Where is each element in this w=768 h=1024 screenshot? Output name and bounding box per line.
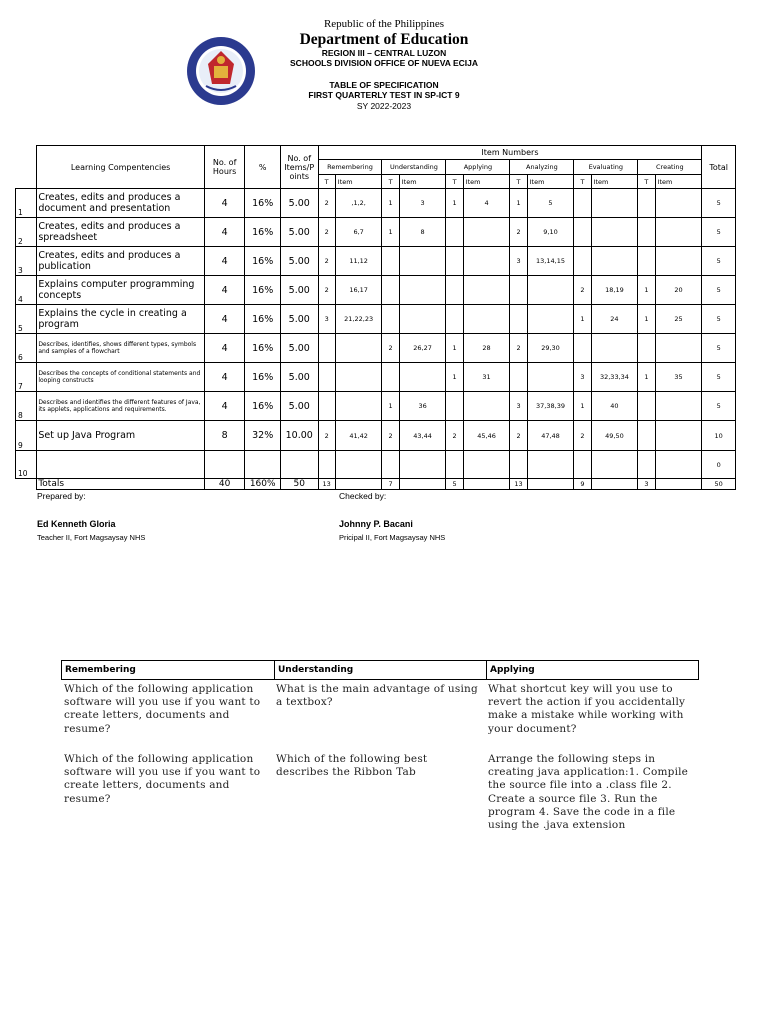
tos-row	[16, 363, 736, 392]
t-count-cell: 3	[510, 247, 527, 276]
item-numbers-cell: ,1,2,	[335, 189, 382, 218]
item-numbers-cell	[463, 247, 510, 276]
item-numbers-cell	[655, 218, 702, 247]
t-count-cell: 1	[382, 218, 399, 247]
item-numbers-cell	[463, 305, 510, 334]
t-count-cell	[574, 247, 591, 276]
t-header: T	[446, 175, 463, 189]
item-numbers-cell	[399, 247, 446, 276]
learning-competency: Creates, edits and produces a spreadsheet	[37, 218, 205, 247]
item-header: Item	[655, 175, 702, 189]
hours-cell: 8	[204, 421, 245, 451]
level-creating: Creating	[638, 160, 702, 175]
t-count-cell: 1	[574, 305, 591, 334]
row-total-cell: 5	[702, 276, 736, 305]
t-count-cell	[638, 421, 655, 451]
item-numbers-cell: 35	[655, 363, 702, 392]
hours-cell: 4	[204, 363, 245, 392]
t-count-cell	[510, 276, 527, 305]
points-cell: 5.00	[280, 363, 318, 392]
totals-cell	[527, 479, 574, 490]
item-numbers-cell	[335, 334, 382, 363]
item-numbers-cell: 37,38,39	[527, 392, 574, 421]
item-numbers-cell	[463, 451, 510, 479]
points-cell	[280, 451, 318, 479]
learning-competency: Creates, edits and produces a publication	[37, 247, 205, 276]
item-numbers-cell: 29,30	[527, 334, 574, 363]
t-count-cell	[638, 334, 655, 363]
level-evaluating: Evaluating	[574, 160, 638, 175]
level-analyzing: Analyzing	[510, 160, 574, 175]
totals-cell: 3	[638, 479, 655, 490]
item-numbers-cell	[591, 189, 638, 218]
tos-row	[16, 218, 736, 247]
hours-cell: 4	[204, 247, 245, 276]
checked-by-label: Checked by:	[339, 491, 387, 501]
item-header: Item	[463, 175, 510, 189]
q-header-applying: Applying	[487, 661, 699, 680]
item-numbers-cell	[655, 334, 702, 363]
t-count-cell	[446, 247, 463, 276]
prepared-title: Teacher II, Fort Magsaysay NHS	[37, 533, 146, 542]
t-count-cell	[382, 276, 399, 305]
item-numbers-cell	[463, 276, 510, 305]
percent-cell: 16%	[245, 305, 281, 334]
t-count-cell	[638, 392, 655, 421]
t-count-cell: 1	[446, 189, 463, 218]
t-count-cell: 1	[382, 392, 399, 421]
totals-cell: 7	[382, 479, 399, 490]
points-cell: 5.00	[280, 334, 318, 363]
t-count-cell: 2	[382, 421, 399, 451]
t-header: T	[510, 175, 527, 189]
item-numbers-cell	[527, 363, 574, 392]
t-count-cell: 1	[382, 189, 399, 218]
totals-blank	[16, 479, 37, 490]
row-number: 7	[16, 363, 37, 392]
item-numbers-cell	[591, 334, 638, 363]
t-count-cell	[446, 218, 463, 247]
item-numbers-cell: 20	[655, 276, 702, 305]
tos-row	[16, 305, 736, 334]
item-numbers-cell	[527, 305, 574, 334]
col-item-numbers: Item Numbers	[318, 146, 702, 160]
item-numbers-cell: 3	[399, 189, 446, 218]
percent-cell: 16%	[245, 189, 281, 218]
row-total-cell: 5	[702, 247, 736, 276]
totals-label: Totals	[37, 479, 205, 490]
t-count-cell	[574, 218, 591, 247]
col-hours: No. of Hours	[204, 146, 245, 189]
item-numbers-cell: 11,12	[335, 247, 382, 276]
header-department: Department of Education	[299, 31, 469, 48]
totals-points: 50	[280, 479, 318, 490]
totals-cell	[399, 479, 446, 490]
row-number: 1	[16, 189, 37, 218]
learning-competency: Set up Java Program	[37, 421, 205, 451]
t-count-cell	[574, 189, 591, 218]
t-count-cell	[638, 247, 655, 276]
t-header: T	[574, 175, 591, 189]
totals-cell	[463, 479, 510, 490]
item-numbers-cell: 6,7	[335, 218, 382, 247]
t-count-cell: 2	[318, 276, 335, 305]
t-header: T	[638, 175, 655, 189]
hours-cell: 4	[204, 392, 245, 421]
prepared-name: Ed Kenneth Gloria	[37, 519, 116, 529]
level-applying: Applying	[446, 160, 510, 175]
percent-cell: 16%	[245, 276, 281, 305]
learning-competency: Describes, identifies, shows different types, symbols and samples of a flowchart	[37, 334, 205, 363]
t-count-cell: 1	[446, 363, 463, 392]
item-numbers-cell	[655, 189, 702, 218]
item-numbers-cell	[335, 363, 382, 392]
item-numbers-cell	[591, 247, 638, 276]
t-count-cell: 2	[318, 189, 335, 218]
item-header: Item	[335, 175, 382, 189]
t-count-cell	[318, 334, 335, 363]
percent-cell	[245, 451, 281, 479]
totals-cell	[655, 479, 702, 490]
header-republic: Republic of the Philippines	[323, 18, 445, 30]
t-count-cell: 2	[510, 421, 527, 451]
row-number: 4	[16, 276, 37, 305]
t-count-cell: 2	[318, 218, 335, 247]
tos-row	[16, 451, 736, 479]
learning-competency: Explains computer programming concepts	[37, 276, 205, 305]
t-count-cell	[446, 276, 463, 305]
question-applying-2: Arrange the following steps in creating java application:1. Compile the source file into a .class file 2. Create a source file 3. Run the program 4. Save the code in a file using the .java extension	[488, 753, 689, 832]
item-numbers-cell	[335, 392, 382, 421]
item-numbers-cell: 28	[463, 334, 510, 363]
row-total-cell: 5	[702, 392, 736, 421]
question-applying-1: What shortcut key will you use to revert the action if you accidentally make a mistake while working with your document?	[488, 683, 686, 735]
item-numbers-cell: 4	[463, 189, 510, 218]
totals-cell: 5	[446, 479, 463, 490]
row-number: 2	[16, 218, 37, 247]
item-numbers-cell: 24	[591, 305, 638, 334]
item-numbers-cell: 8	[399, 218, 446, 247]
row-total-cell: 0	[702, 451, 736, 479]
question-understanding-2: Which of the following best describes the Ribbon Tab	[276, 753, 428, 779]
item-numbers-cell: 5	[527, 189, 574, 218]
tos-row	[16, 421, 736, 451]
t-header: T	[318, 175, 335, 189]
learning-competency: Creates, edits and produces a document and presentation	[37, 189, 205, 218]
t-count-cell	[638, 189, 655, 218]
t-count-cell: 3	[510, 392, 527, 421]
question-remembering-2: Which of the following application software will you use if you want to create letters, documents and resume?	[64, 753, 261, 805]
tos-table	[15, 145, 736, 490]
t-count-cell: 1	[574, 392, 591, 421]
t-count-cell: 2	[318, 247, 335, 276]
t-count-cell	[510, 363, 527, 392]
item-numbers-cell: 40	[591, 392, 638, 421]
item-numbers-cell: 32,33,34	[591, 363, 638, 392]
row-total-cell: 5	[702, 189, 736, 218]
header-school-year: SY 2022-2023	[356, 101, 412, 111]
points-cell: 5.00	[280, 189, 318, 218]
t-count-cell	[382, 451, 399, 479]
item-numbers-cell	[399, 363, 446, 392]
points-cell: 5.00	[280, 392, 318, 421]
tos-row	[16, 392, 736, 421]
item-header: Item	[527, 175, 574, 189]
item-numbers-cell: 26,27	[399, 334, 446, 363]
totals-cell: 13	[510, 479, 527, 490]
row-number: 9	[16, 421, 37, 451]
item-numbers-cell	[527, 276, 574, 305]
item-numbers-cell	[399, 451, 446, 479]
totals-grand-total: 50	[702, 479, 736, 490]
t-count-cell: 2	[574, 276, 591, 305]
t-count-cell	[574, 334, 591, 363]
item-numbers-cell	[655, 247, 702, 276]
t-count-cell: 2	[446, 421, 463, 451]
tos-row	[16, 189, 736, 218]
t-count-cell: 1	[446, 334, 463, 363]
totals-percent: 160%	[245, 479, 281, 490]
item-numbers-cell	[463, 392, 510, 421]
header-test-title: FIRST QUARTERLY TEST IN SP-ICT 9	[308, 90, 460, 100]
t-count-cell	[382, 305, 399, 334]
row-number: 5	[16, 305, 37, 334]
t-count-cell	[382, 247, 399, 276]
level-remembering: Remembering	[318, 160, 382, 175]
item-numbers-cell: 49,50	[591, 421, 638, 451]
t-count-cell: 3	[318, 305, 335, 334]
hours-cell: 4	[204, 276, 245, 305]
points-cell: 5.00	[280, 247, 318, 276]
col-total: Total	[702, 146, 736, 189]
t-count-cell	[446, 451, 463, 479]
t-count-cell	[318, 451, 335, 479]
t-count-cell	[638, 218, 655, 247]
learning-competency: Describes the concepts of conditional statements and looping constructs	[37, 363, 205, 392]
q-header-remembering: Remembering	[62, 661, 275, 680]
item-numbers-cell	[655, 392, 702, 421]
percent-cell: 16%	[245, 392, 281, 421]
points-cell: 10.00	[280, 421, 318, 451]
t-count-cell: 2	[510, 218, 527, 247]
percent-cell: 16%	[245, 218, 281, 247]
num-header-blank	[16, 146, 37, 189]
item-numbers-cell	[399, 276, 446, 305]
t-count-cell: 1	[638, 363, 655, 392]
item-numbers-cell	[463, 218, 510, 247]
learning-competency	[37, 451, 205, 479]
learning-competency: Explains the cycle in creating a program	[37, 305, 205, 334]
t-header: T	[382, 175, 399, 189]
item-numbers-cell: 18,19	[591, 276, 638, 305]
t-count-cell: 1	[510, 189, 527, 218]
t-count-cell	[318, 392, 335, 421]
t-count-cell: 2	[510, 334, 527, 363]
row-total-cell: 5	[702, 363, 736, 392]
t-count-cell: 3	[574, 363, 591, 392]
points-cell: 5.00	[280, 276, 318, 305]
t-count-cell	[510, 305, 527, 334]
hours-cell	[204, 451, 245, 479]
col-items-points: No. of Items/P oints	[280, 146, 318, 189]
t-count-cell: 2	[318, 421, 335, 451]
col-percent: %	[245, 146, 281, 189]
percent-cell: 32%	[245, 421, 281, 451]
header-tos-title: TABLE OF SPECIFICATION	[329, 80, 439, 90]
question-understanding-1: What is the main advantage of using a textbox?	[276, 683, 478, 709]
header-region: REGION III – CENTRAL LUZON	[321, 48, 447, 58]
t-count-cell: 2	[382, 334, 399, 363]
item-numbers-cell	[335, 451, 382, 479]
q-header-understanding: Understanding	[275, 661, 487, 680]
questions-table	[61, 660, 699, 680]
item-numbers-cell: 9,10	[527, 218, 574, 247]
item-numbers-cell	[655, 421, 702, 451]
learning-competency: Describes and identifies the different features of Java, its applets, applications and requirements.	[37, 392, 205, 421]
t-count-cell	[446, 305, 463, 334]
t-count-cell	[318, 363, 335, 392]
item-numbers-cell: 25	[655, 305, 702, 334]
checked-name: Johnny P. Bacani	[339, 519, 413, 529]
row-total-cell: 10	[702, 421, 736, 451]
item-numbers-cell: 36	[399, 392, 446, 421]
totals-cell	[591, 479, 638, 490]
hours-cell: 4	[204, 189, 245, 218]
t-count-cell	[382, 363, 399, 392]
points-cell: 5.00	[280, 218, 318, 247]
t-count-cell: 2	[574, 421, 591, 451]
item-numbers-cell: 47,48	[527, 421, 574, 451]
item-numbers-cell	[399, 305, 446, 334]
tos-row	[16, 334, 736, 363]
col-learning-competencies: Learning Compentencies	[37, 146, 205, 189]
item-numbers-cell	[655, 451, 702, 479]
t-count-cell	[446, 392, 463, 421]
hours-cell: 4	[204, 305, 245, 334]
row-total-cell: 5	[702, 218, 736, 247]
percent-cell: 16%	[245, 247, 281, 276]
totals-hours: 40	[204, 479, 245, 490]
item-numbers-cell: 13,14,15	[527, 247, 574, 276]
row-number: 3	[16, 247, 37, 276]
totals-cell	[335, 479, 382, 490]
t-count-cell	[510, 451, 527, 479]
totals-cell: 9	[574, 479, 591, 490]
question-remembering-1: Which of the following application software will you use if you want to create letters, documents and resume?	[64, 683, 261, 735]
item-header: Item	[399, 175, 446, 189]
item-numbers-cell: 45,46	[463, 421, 510, 451]
hours-cell: 4	[204, 334, 245, 363]
points-cell: 5.00	[280, 305, 318, 334]
row-total-cell: 5	[702, 305, 736, 334]
item-numbers-cell: 31	[463, 363, 510, 392]
item-numbers-cell	[591, 218, 638, 247]
tos-row	[16, 247, 736, 276]
item-numbers-cell: 21,22,23	[335, 305, 382, 334]
checked-title: Pricipal II, Fort Magsaysay NHS	[339, 533, 446, 542]
level-understanding: Understanding	[382, 160, 446, 175]
tos-totals-row	[16, 479, 736, 490]
totals-cell: 13	[318, 479, 335, 490]
item-header: Item	[591, 175, 638, 189]
percent-cell: 16%	[245, 334, 281, 363]
prepared-by-label: Prepared by:	[37, 491, 86, 501]
row-total-cell: 5	[702, 334, 736, 363]
item-numbers-cell	[591, 451, 638, 479]
row-number: 10	[16, 451, 37, 479]
t-count-cell	[574, 451, 591, 479]
item-numbers-cell: 16,17	[335, 276, 382, 305]
tos-row	[16, 276, 736, 305]
item-numbers-cell: 41,42	[335, 421, 382, 451]
hours-cell: 4	[204, 218, 245, 247]
item-numbers-cell	[527, 451, 574, 479]
t-count-cell	[638, 451, 655, 479]
percent-cell: 16%	[245, 363, 281, 392]
t-count-cell: 1	[638, 305, 655, 334]
header-division: SCHOOLS DIVISION OFFICE OF NUEVA ECIJA	[290, 58, 478, 68]
row-number: 6	[16, 334, 37, 363]
item-numbers-cell: 43,44	[399, 421, 446, 451]
t-count-cell: 1	[638, 276, 655, 305]
row-number: 8	[16, 392, 37, 421]
